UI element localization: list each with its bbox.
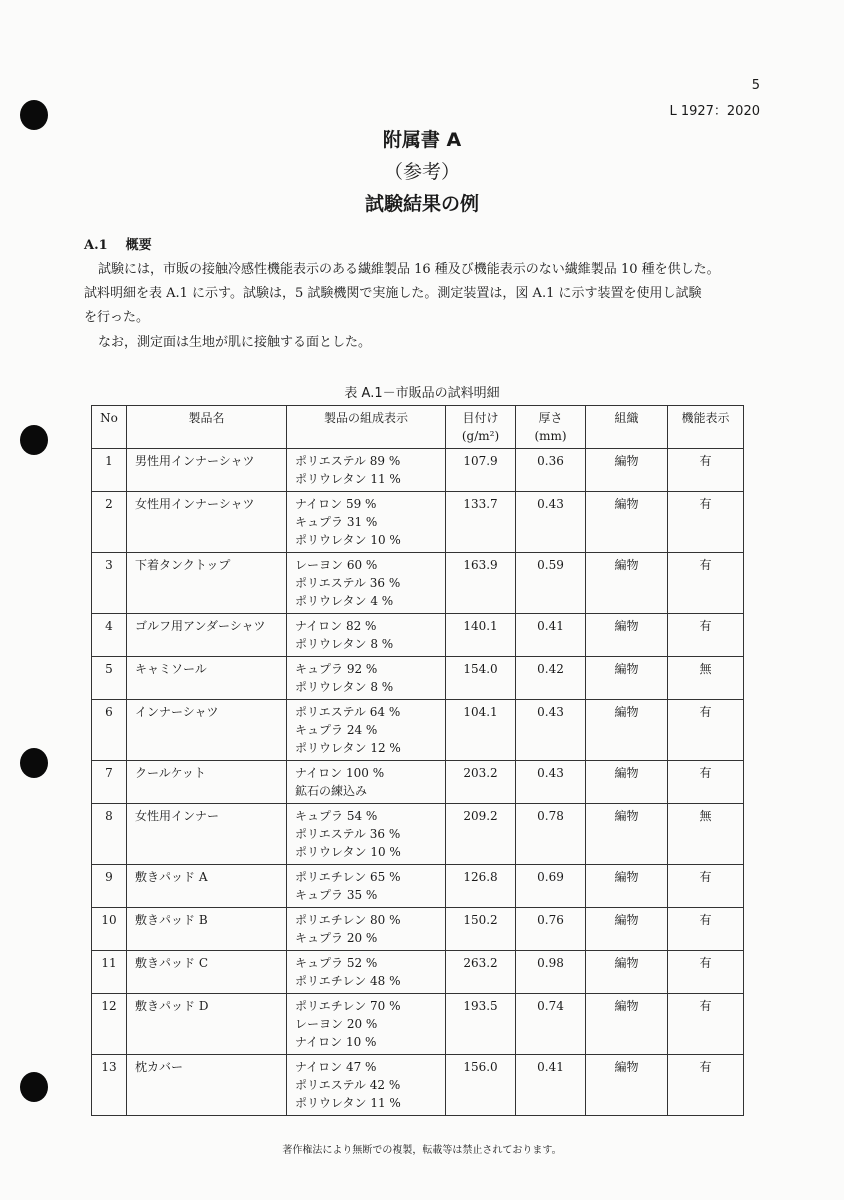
- binder-hole: [20, 748, 48, 778]
- cell-product: 枕カバー: [127, 1055, 287, 1116]
- composition-line: ポリウレタン 8 %: [295, 637, 394, 651]
- cell-function: 有: [668, 492, 744, 553]
- cell-no: 10: [92, 908, 127, 951]
- table-row: [92, 908, 744, 951]
- cell-weight: 263.2: [446, 951, 516, 994]
- table-row: [92, 1055, 744, 1116]
- header-function: 機能表示: [668, 406, 744, 449]
- page-number: 5: [751, 78, 760, 93]
- cell-structure: 編物: [586, 804, 668, 865]
- cell-structure: 編物: [586, 657, 668, 700]
- table-row: [92, 804, 744, 865]
- composition-line: ポリエステル 36 %: [295, 827, 401, 841]
- composition-line: レーヨン 20 %: [295, 1017, 378, 1031]
- binder-hole: [20, 425, 48, 455]
- table-row: [92, 761, 744, 804]
- cell-no: 11: [92, 951, 127, 994]
- cell-product: 敷きパッド B: [127, 908, 287, 951]
- cell-no: 12: [92, 994, 127, 1055]
- cell-no: 6: [92, 700, 127, 761]
- cell-no: 4: [92, 614, 127, 657]
- cell-composition: [287, 804, 446, 865]
- cell-structure: 編物: [586, 614, 668, 657]
- cell-thickness: 0.42: [516, 657, 586, 700]
- section-paragraph-1: [84, 258, 764, 330]
- cell-weight: 150.2: [446, 908, 516, 951]
- composition-line: ポリウレタン 10 %: [295, 845, 401, 859]
- table-row: [92, 994, 744, 1055]
- section-paragraph-2: [84, 331, 764, 355]
- cell-weight: 133.7: [446, 492, 516, 553]
- composition-line: ポリエチレン 80 %: [295, 913, 401, 927]
- composition-line: ナイロン 10 %: [295, 1035, 377, 1049]
- composition-line: キュプラ 20 %: [295, 931, 378, 945]
- header-structure: 組織: [586, 406, 668, 449]
- cell-thickness: 0.43: [516, 761, 586, 804]
- composition-line: ポリウレタン 10 %: [295, 533, 401, 547]
- composition-line: ポリエチレン 65 %: [295, 870, 401, 884]
- composition-line: レーヨン 60 %: [295, 558, 378, 572]
- cell-thickness: 0.43: [516, 492, 586, 553]
- cell-thickness: 0.43: [516, 700, 586, 761]
- annex-title: [0, 124, 844, 220]
- cell-composition: [287, 553, 446, 614]
- composition-line: ポリウレタン 11 %: [295, 1096, 401, 1110]
- cell-product: インナーシャツ: [127, 700, 287, 761]
- cell-structure: 編物: [586, 951, 668, 994]
- cell-composition: [287, 951, 446, 994]
- cell-function: 有: [668, 614, 744, 657]
- cell-product: キャミソール: [127, 657, 287, 700]
- cell-function: 有: [668, 908, 744, 951]
- composition-line: 鉱石の練込み: [295, 784, 368, 798]
- composition-line: ポリエチレン 70 %: [295, 999, 401, 1013]
- cell-structure: 編物: [586, 908, 668, 951]
- table-header-row: [92, 406, 744, 449]
- cell-no: 13: [92, 1055, 127, 1116]
- cell-weight: 154.0: [446, 657, 516, 700]
- cell-weight: 126.8: [446, 865, 516, 908]
- cell-product: 男性用インナーシャツ: [127, 449, 287, 492]
- header-product: 製品名: [127, 406, 287, 449]
- cell-function: 有: [668, 951, 744, 994]
- cell-thickness: 0.74: [516, 994, 586, 1055]
- composition-line: キュプラ 24 %: [295, 723, 378, 737]
- cell-function: 無: [668, 804, 744, 865]
- cell-weight: 104.1: [446, 700, 516, 761]
- composition-line: ナイロン 82 %: [295, 619, 377, 633]
- table-row: [92, 492, 744, 553]
- cell-thickness: 0.69: [516, 865, 586, 908]
- cell-structure: 編物: [586, 761, 668, 804]
- cell-thickness: 0.36: [516, 449, 586, 492]
- cell-structure: 編物: [586, 700, 668, 761]
- cell-product: ゴルフ用アンダーシャツ: [127, 614, 287, 657]
- section-name: 概要: [125, 238, 152, 253]
- paragraph-line: を行った。: [84, 310, 150, 325]
- composition-line: キュプラ 52 %: [295, 956, 378, 970]
- cell-function: 有: [668, 700, 744, 761]
- cell-weight: 140.1: [446, 614, 516, 657]
- header-no: No: [92, 406, 127, 449]
- cell-thickness: 0.78: [516, 804, 586, 865]
- cell-weight: 193.5: [446, 994, 516, 1055]
- cell-thickness: 0.41: [516, 1055, 586, 1116]
- cell-function: 無: [668, 657, 744, 700]
- annex-title-line1: 附属書 A: [382, 129, 462, 151]
- table-row: [92, 865, 744, 908]
- standard-id: L 1927：2020: [669, 104, 760, 119]
- paragraph-line: 試料明細を表 A.1 に示す。試験は，5 試験機関で実施した。測定装置は，図 A.1 に示す装置を使用し試験: [84, 286, 702, 301]
- cell-no: 7: [92, 761, 127, 804]
- cell-composition: [287, 700, 446, 761]
- cell-function: 有: [668, 449, 744, 492]
- composition-line: キュプラ 54 %: [295, 809, 378, 823]
- cell-thickness: 0.76: [516, 908, 586, 951]
- cell-composition: [287, 994, 446, 1055]
- header-composition: 製品の組成表示: [287, 406, 446, 449]
- cell-structure: 編物: [586, 994, 668, 1055]
- table-caption: 表 A.1－市販品の試料明細: [344, 386, 500, 401]
- cell-function: 有: [668, 865, 744, 908]
- composition-line: ポリウレタン 8 %: [295, 680, 394, 694]
- table-row: [92, 449, 744, 492]
- cell-weight: 209.2: [446, 804, 516, 865]
- section-number: A.1: [84, 238, 108, 253]
- cell-composition: [287, 657, 446, 700]
- cell-composition: [287, 449, 446, 492]
- cell-composition: [287, 614, 446, 657]
- composition-line: ポリエステル 36 %: [295, 576, 401, 590]
- cell-composition: [287, 492, 446, 553]
- cell-product: 女性用インナーシャツ: [127, 492, 287, 553]
- table-row: [92, 657, 744, 700]
- cell-function: 有: [668, 994, 744, 1055]
- composition-line: ポリウレタン 11 %: [295, 472, 401, 486]
- composition-line: ポリエステル 89 %: [295, 454, 401, 468]
- cell-no: 5: [92, 657, 127, 700]
- paragraph-line: なお，測定面は生地が肌に接触する面とした。: [98, 335, 372, 350]
- cell-thickness: 0.98: [516, 951, 586, 994]
- cell-composition: [287, 761, 446, 804]
- composition-line: キュプラ 35 %: [295, 888, 378, 902]
- cell-thickness: 0.59: [516, 553, 586, 614]
- table-row: [92, 700, 744, 761]
- annex-title-line2: （参考）: [383, 161, 460, 183]
- table-body: [92, 449, 744, 1116]
- paragraph-line: 試験には，市販の接触冷感性機能表示のある繊維製品 16 種及び機能表示のない繊維製品 10 種を供した。: [98, 262, 720, 277]
- cell-thickness: 0.41: [516, 614, 586, 657]
- table-row: [92, 614, 744, 657]
- cell-product: 敷きパッド C: [127, 951, 287, 994]
- annex-title-line3: 試験結果の例: [364, 193, 479, 215]
- cell-product: 女性用インナー: [127, 804, 287, 865]
- cell-composition: [287, 865, 446, 908]
- cell-no: 3: [92, 553, 127, 614]
- header-weight: 目付け (g/m²): [446, 406, 516, 449]
- cell-no: 2: [92, 492, 127, 553]
- cell-function: 有: [668, 553, 744, 614]
- section-heading: [84, 234, 152, 253]
- cell-product: クールケット: [127, 761, 287, 804]
- cell-product: 敷きパッド D: [127, 994, 287, 1055]
- composition-line: キュプラ 31 %: [295, 515, 378, 529]
- header-thickness: 厚さ (mm): [516, 406, 586, 449]
- table-row: [92, 553, 744, 614]
- composition-line: ポリウレタン 12 %: [295, 741, 401, 755]
- cell-weight: 163.9: [446, 553, 516, 614]
- binder-hole: [20, 1072, 48, 1102]
- composition-line: ポリエステル 42 %: [295, 1078, 401, 1092]
- composition-line: ポリウレタン 4 %: [295, 594, 394, 608]
- table-row: [92, 951, 744, 994]
- composition-line: ナイロン 100 %: [295, 766, 385, 780]
- cell-weight: 107.9: [446, 449, 516, 492]
- copyright-footer: 著作権法により無断での複製，転載等は禁止されております。: [282, 1145, 562, 1156]
- composition-line: ポリエチレン 48 %: [295, 974, 401, 988]
- cell-function: 有: [668, 1055, 744, 1116]
- cell-structure: 編物: [586, 553, 668, 614]
- cell-no: 9: [92, 865, 127, 908]
- cell-product: 下着タンクトップ: [127, 553, 287, 614]
- cell-weight: 203.2: [446, 761, 516, 804]
- composition-line: ナイロン 59 %: [295, 497, 377, 511]
- cell-structure: 編物: [586, 1055, 668, 1116]
- sample-spec-table: [91, 405, 744, 1116]
- cell-product: 敷きパッド A: [127, 865, 287, 908]
- composition-line: ナイロン 47 %: [295, 1060, 377, 1074]
- cell-no: 1: [92, 449, 127, 492]
- cell-structure: 編物: [586, 449, 668, 492]
- cell-no: 8: [92, 804, 127, 865]
- composition-line: ポリエステル 64 %: [295, 705, 401, 719]
- cell-composition: [287, 1055, 446, 1116]
- cell-weight: 156.0: [446, 1055, 516, 1116]
- composition-line: キュプラ 92 %: [295, 662, 378, 676]
- cell-structure: 編物: [586, 865, 668, 908]
- cell-function: 有: [668, 761, 744, 804]
- cell-structure: 編物: [586, 492, 668, 553]
- cell-composition: [287, 908, 446, 951]
